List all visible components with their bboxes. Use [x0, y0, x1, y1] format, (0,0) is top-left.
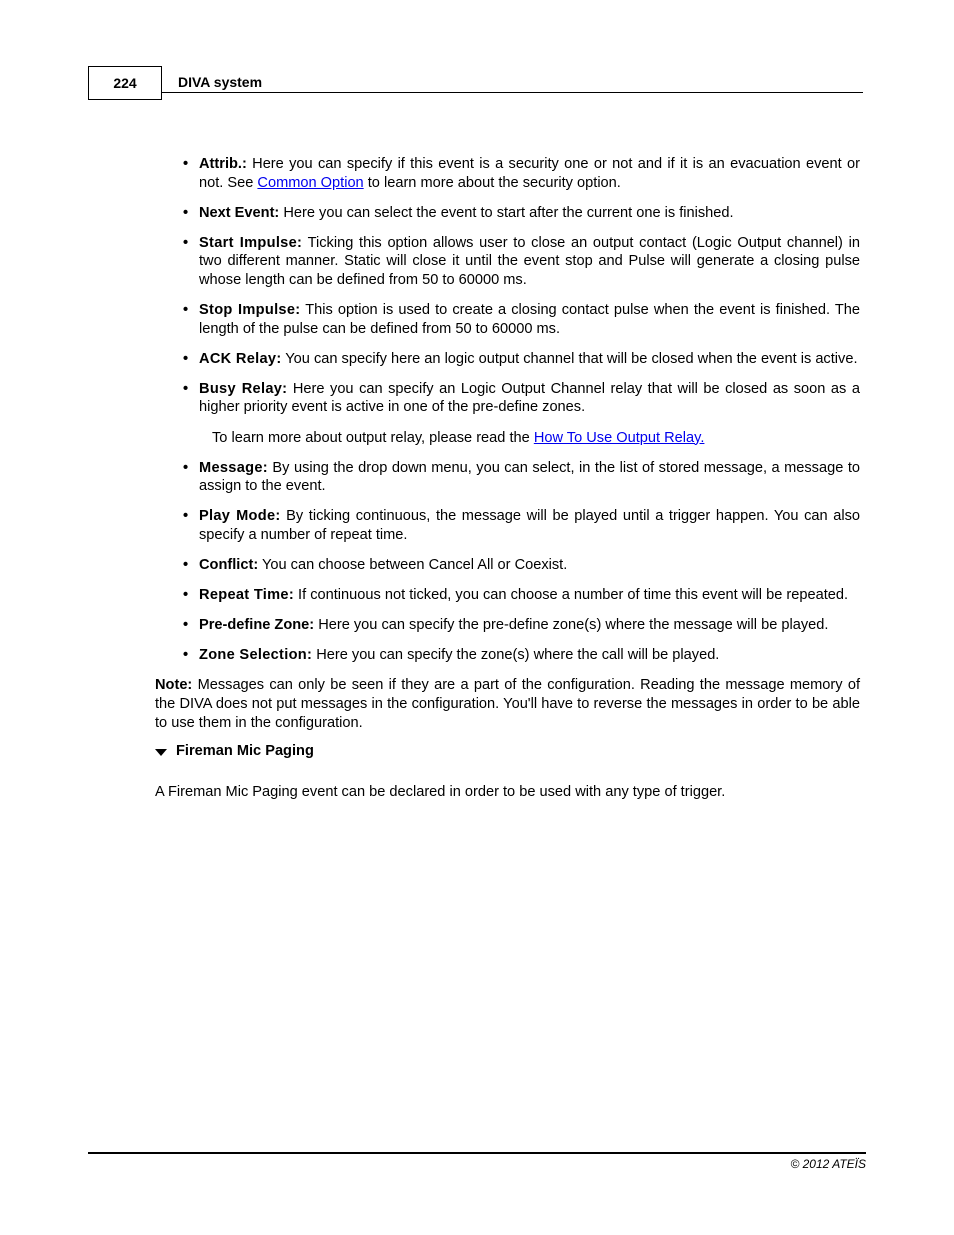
list-item-message	[155, 459, 860, 496]
item-text: Here you can specify if this event is a security one or not and if it is an evacuation event or not. See	[199, 156, 860, 191]
term-label: Message:	[199, 459, 268, 476]
term-label: Play Mode:	[199, 508, 281, 525]
list-item-attrib	[155, 155, 860, 192]
section-heading-text: Fireman Mic Paging	[176, 743, 314, 760]
note-text: Messages can only be seen if they are a part of the configuration. Reading the message memory of the DIVA does not put messages in the configuration. You'll have to reverse the messages in order to be able to use them in the configuration.	[155, 677, 860, 731]
list-item-stop-impulse	[155, 301, 860, 338]
item-text: You can specify here an logic output channel that will be closed when the event is active.	[281, 350, 858, 367]
item-text: This option is used to create a closing contact pulse when the event is finished. The length of the pulse can be defined from 50 to 60000 ms.	[199, 302, 860, 337]
bullet-icon: •	[183, 508, 189, 525]
bullet-icon: •	[183, 587, 189, 604]
page-number: 224	[88, 66, 162, 100]
bullet-icon: •	[183, 459, 189, 476]
footer-rule	[88, 1152, 866, 1154]
item-text: Ticking this option allows user to close an output contact (Logic Output channel) in two different manner. Static will close it until the event stop and Pulse will generate a closing pulse whose length can be defined from 50 to 60000 ms.	[199, 234, 860, 288]
option-list-2	[155, 459, 860, 665]
item-text: Here you can specify the pre-define zone(s) where the message will be played.	[314, 617, 829, 634]
main-content	[155, 155, 860, 801]
bullet-icon: •	[183, 156, 189, 172]
item-text: to learn more about the security option.	[363, 174, 621, 191]
section-toggle-fireman-mic-paging[interactable]	[155, 742, 860, 761]
header-title: DIVA system	[178, 74, 263, 90]
note-label: Note:	[155, 677, 193, 694]
bullet-icon: •	[183, 350, 189, 367]
relay-note	[155, 429, 860, 448]
bullet-icon: •	[183, 647, 189, 664]
list-item-busy-relay	[155, 380, 860, 417]
term-label: Zone Selection:	[199, 647, 313, 664]
item-text: Here you can select the event to start after the current one is finished.	[279, 204, 734, 221]
header-rule	[161, 92, 863, 93]
bullet-icon: •	[183, 557, 189, 573]
term-label: Next Event:	[199, 204, 280, 221]
footer-copyright: © 2012 ATEÏS	[790, 1157, 866, 1171]
triangle-down-icon	[155, 749, 167, 756]
option-list	[155, 155, 860, 417]
item-text: You can choose between Cancel All or Coexist.	[258, 557, 568, 573]
bullet-icon: •	[183, 302, 189, 319]
item-text: If continuous not ticked, you can choose a number of time this event will be repeated.	[293, 587, 849, 604]
bullet-icon: •	[183, 204, 189, 221]
list-item-zone-selection	[155, 646, 860, 665]
list-item-repeat-time	[155, 586, 860, 605]
list-item-next-event	[155, 204, 860, 223]
term-label: Attrib.:	[199, 156, 247, 172]
list-item-pre-define-zone	[155, 616, 860, 635]
term-label: Conflict:	[199, 557, 259, 573]
list-item-play-mode	[155, 507, 860, 544]
item-text: By ticking continuous, the message will be played until a trigger happen. You can also specify a number of repeat time.	[199, 508, 860, 543]
term-label: Pre-define Zone:	[199, 617, 315, 634]
bullet-icon: •	[183, 617, 189, 634]
output-relay-link[interactable]: How To Use Output Relay.	[533, 429, 705, 446]
bullet-icon: •	[183, 234, 189, 251]
term-label: Start Impulse:	[199, 234, 303, 251]
section-paragraph: A Fireman Mic Paging event can be declared in order to be used with any type of trigger.	[155, 783, 726, 800]
item-text: By using the drop down menu, you can select, in the list of stored message, a message to assign to the event.	[199, 459, 860, 495]
term-label: Stop Impulse:	[199, 302, 301, 319]
list-item-conflict	[155, 556, 860, 575]
relay-note-text: To learn more about output relay, please read the	[212, 429, 534, 446]
term-label: Busy Relay:	[199, 380, 288, 397]
list-item-start-impulse	[155, 234, 860, 290]
bullet-icon: •	[183, 380, 189, 397]
term-label: ACK Relay:	[199, 350, 282, 367]
common-option-link[interactable]: Common Option	[257, 174, 364, 191]
item-text: Here you can specify the zone(s) where the call will be played.	[312, 647, 720, 664]
term-label: Repeat Time:	[199, 587, 294, 604]
item-text: Here you can specify an Logic Output Channel relay that will be closed as soon as a higher priority event is active in one of the pre-define zones.	[199, 380, 860, 416]
list-item-ack-relay	[155, 350, 860, 369]
note-paragraph	[155, 676, 860, 732]
